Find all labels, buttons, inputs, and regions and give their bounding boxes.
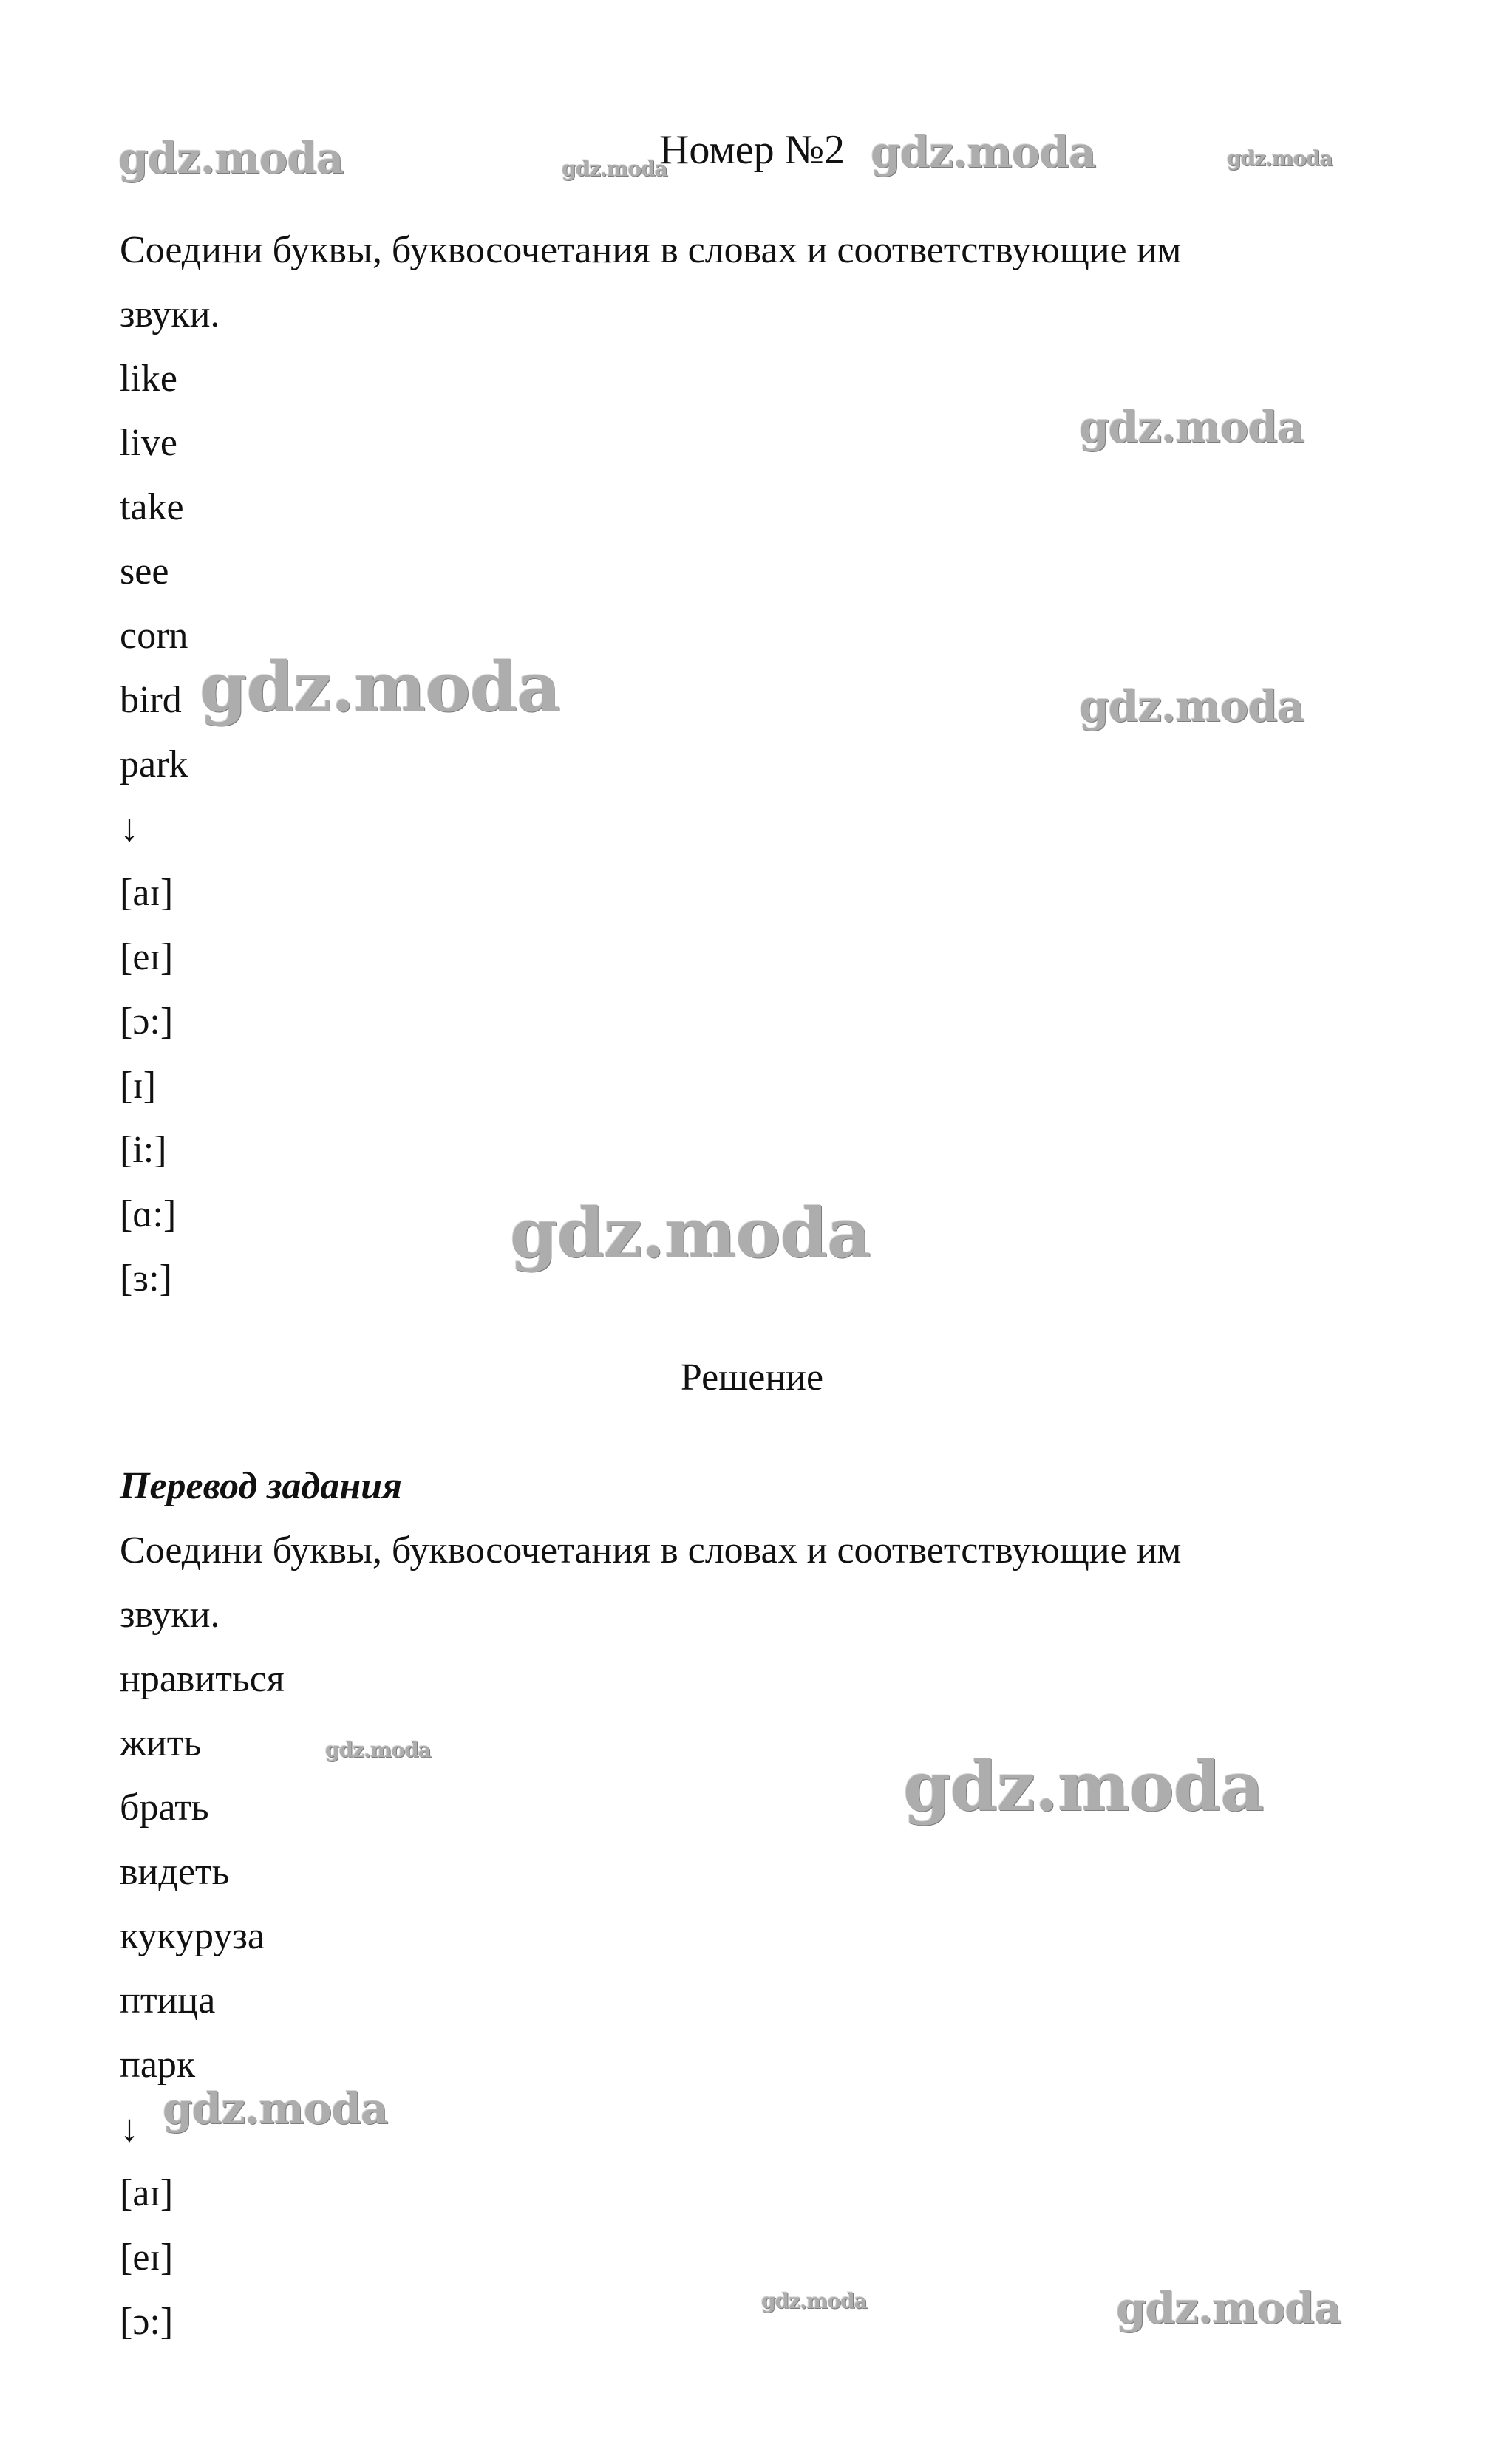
word-item: жить bbox=[120, 1722, 202, 1764]
word-item: кукуруза bbox=[120, 1915, 265, 1957]
word-item: see bbox=[120, 550, 169, 593]
watermark: gdz.moda bbox=[200, 647, 560, 727]
watermark: gdz.moda bbox=[1116, 2283, 1341, 2333]
task-block bbox=[120, 218, 1406, 1311]
word-item: corn bbox=[120, 615, 188, 657]
word-item: парк bbox=[120, 2044, 196, 2086]
sound-item: [ɪ] bbox=[120, 1065, 157, 1107]
watermark: gdz.moda bbox=[871, 127, 1096, 177]
instruction-line-2: звуки. bbox=[120, 293, 220, 335]
word-item: видеть bbox=[120, 1851, 230, 1893]
word-item: take bbox=[120, 486, 184, 528]
translation-block bbox=[120, 1454, 1406, 2354]
watermark: gdz.moda bbox=[562, 157, 667, 181]
watermark: gdz.moda bbox=[325, 1738, 431, 1762]
word-item: like bbox=[120, 358, 177, 400]
watermark: gdz.moda bbox=[1079, 681, 1304, 731]
sound-item: [ɔ:] bbox=[120, 2301, 174, 2343]
sound-item: [i:] bbox=[120, 1129, 167, 1171]
instruction-line-1: Соедини буквы, буквосочетания в словах и соответствующие им bbox=[120, 1529, 1182, 1571]
sound-item: [aɪ] bbox=[120, 872, 174, 914]
word-item: брать bbox=[120, 1786, 209, 1829]
word-item: park bbox=[120, 743, 188, 785]
word-item: live bbox=[120, 422, 177, 464]
down-arrow-icon: ↓ bbox=[120, 808, 139, 850]
watermark: gdz.moda bbox=[1079, 402, 1304, 452]
word-item: нравиться bbox=[120, 1658, 285, 1700]
watermark: gdz.moda bbox=[118, 133, 344, 183]
sound-item: [eɪ] bbox=[120, 2236, 174, 2279]
translation-heading: Перевод задания bbox=[120, 1465, 402, 1507]
watermark: gdz.moda bbox=[903, 1747, 1264, 1826]
watermark: gdz.moda bbox=[510, 1193, 871, 1273]
watermark: gdz.moda bbox=[761, 2289, 867, 2313]
down-arrow-icon: ↓ bbox=[120, 2108, 139, 2150]
sound-item: [ɔ:] bbox=[120, 1000, 174, 1042]
solution-label: Решение bbox=[680, 1356, 824, 1399]
sound-item: [ɜ:] bbox=[120, 1257, 172, 1300]
sound-item: [eɪ] bbox=[120, 936, 174, 978]
word-item: bird bbox=[120, 679, 182, 721]
word-item: птица bbox=[120, 1979, 216, 2021]
sound-item: [aɪ] bbox=[120, 2172, 174, 2214]
sound-item: [ɑ:] bbox=[120, 1193, 177, 1235]
title-text: Номер №2 bbox=[659, 127, 845, 173]
watermark: gdz.moda bbox=[1227, 146, 1333, 171]
instruction-line-2: звуки. bbox=[120, 1594, 220, 1636]
watermark: gdz.moda bbox=[163, 2084, 388, 2134]
instruction-line-1: Соедини буквы, буквосочетания в словах и соответствующие им bbox=[120, 229, 1182, 271]
